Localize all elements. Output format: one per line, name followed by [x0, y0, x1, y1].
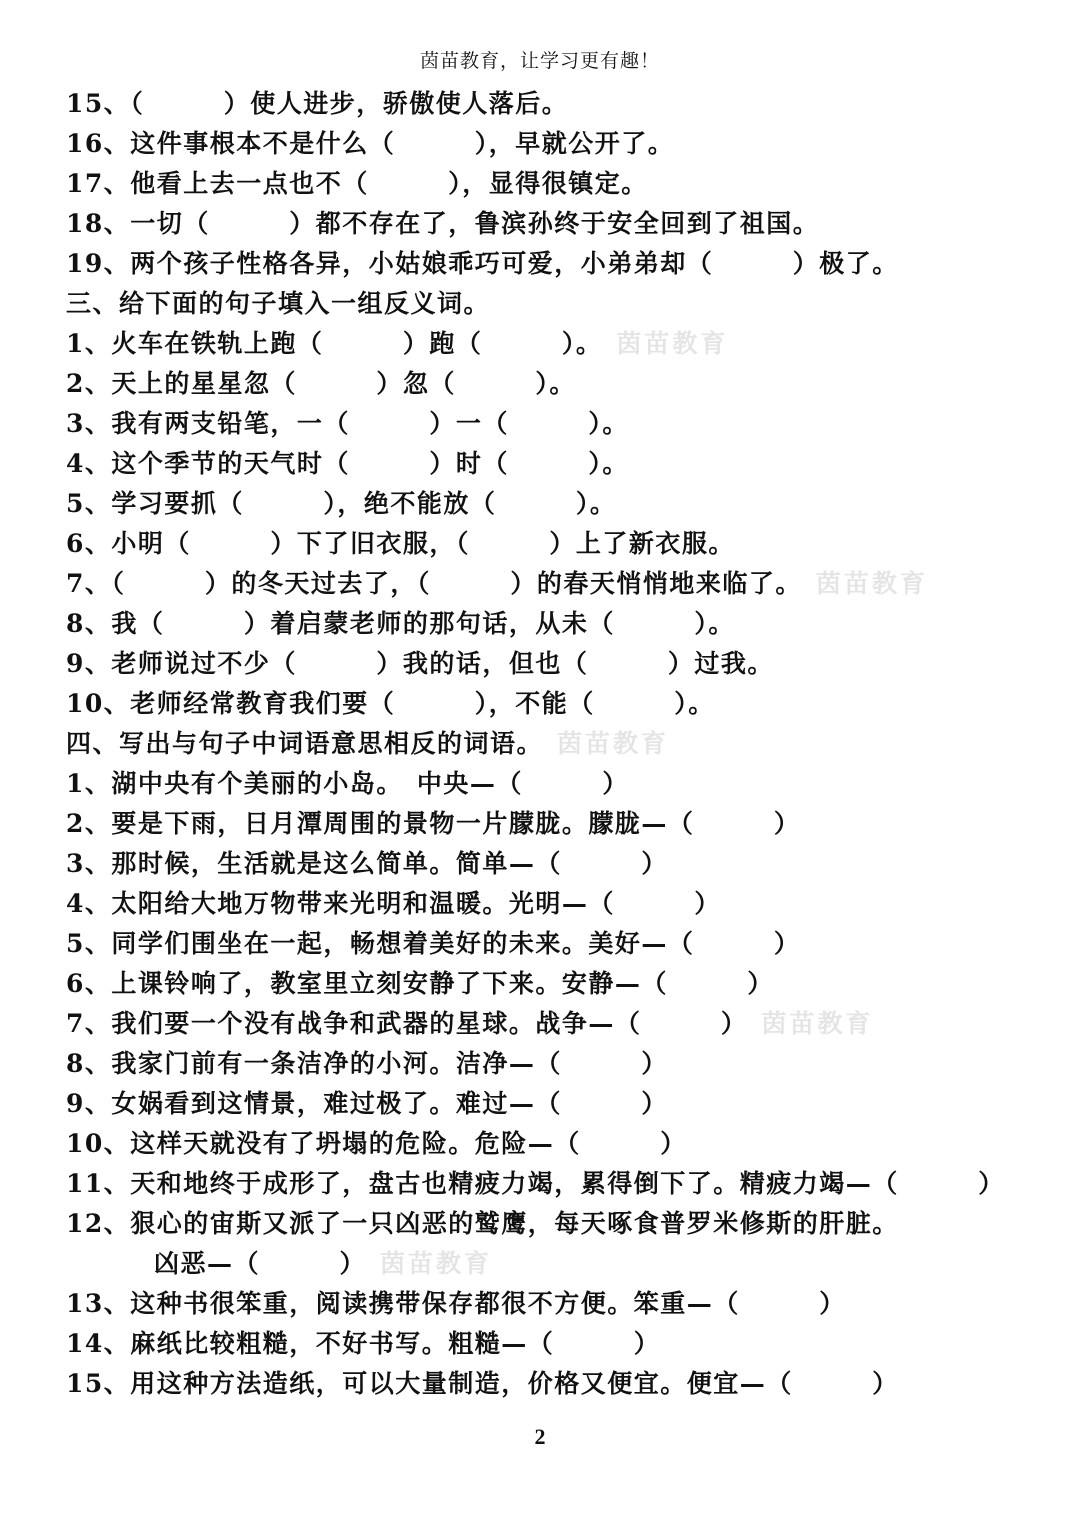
question-text: 5、同学们围坐在一起，畅想着美好的未来。美好—（ ） — [66, 929, 801, 958]
question-text: 1、火车在铁轨上跑（ ）跑（ ）。 — [66, 329, 603, 358]
question-line — [66, 324, 1056, 364]
question-line — [66, 1204, 1056, 1244]
question-text: 凶恶—（ ） — [154, 1249, 367, 1278]
question-line — [66, 804, 1056, 844]
question-text: 4、太阳给大地万物带来光明和温暖。光明—（ ） — [66, 889, 721, 918]
question-text: 16、这件事根本不是什么（ ），早就公开了。 — [66, 129, 675, 158]
question-line — [66, 484, 1056, 524]
question-line — [66, 884, 1056, 924]
question-line — [66, 1044, 1056, 1084]
question-line — [66, 964, 1056, 1004]
question-text: 9、女娲看到这情景，难过极了。难过—（ ） — [66, 1089, 668, 1118]
question-line — [66, 684, 1056, 724]
worksheet-body — [66, 84, 1056, 1404]
question-text: 5、学习要抓（ ），绝不能放（ ）。 — [66, 489, 617, 518]
question-text: 15、（ ）使人进步，骄傲使人落后。 — [66, 89, 569, 118]
question-text: 8、我家门前有一条洁净的小河。洁净—（ ） — [66, 1049, 668, 1078]
question-text: 13、这种书很笨重，阅读携带保存都很不方便。笨重—（ ） — [66, 1289, 846, 1318]
question-text: 9、老师说过不少（ ）我的话，但也（ ）过我。 — [66, 649, 774, 678]
watermark: 茵苗教育 — [557, 729, 670, 758]
question-line — [66, 284, 1056, 324]
question-text: 7、（ ）的冬天过去了，（ ）的春天悄悄地来临了。 — [66, 569, 802, 598]
question-text: 三、给下面的句子填入一组反义词。 — [66, 289, 491, 318]
question-line — [66, 364, 1056, 404]
watermark: 茵苗教育 — [380, 1249, 493, 1278]
question-line — [66, 764, 1056, 804]
question-line — [66, 84, 1056, 124]
question-line — [66, 204, 1056, 244]
question-text: 14、麻纸比较粗糙，不好书写。粗糙—（ ） — [66, 1329, 661, 1358]
question-line — [66, 924, 1056, 964]
question-line — [66, 1004, 1056, 1044]
question-text: 6、上课铃响了，教室里立刻安静了下来。安静—（ ） — [66, 969, 774, 998]
question-text: 四、写出与句子中词语意思相反的词语。 — [66, 729, 544, 758]
question-text: 4、这个季节的天气时（ ）时（ ）。 — [66, 449, 629, 478]
question-text: 8、我（ ）着启蒙老师的那句话，从未（ ）。 — [66, 609, 735, 638]
question-text: 15、用这种方法造纸，可以大量制造，价格又便宜。便宜—（ ） — [66, 1369, 899, 1398]
question-line — [66, 164, 1056, 204]
question-text: 10、老师经常教育我们要（ ），不能（ ）。 — [66, 689, 715, 718]
question-text: 3、那时候，生活就是这么简单。简单—（ ） — [66, 849, 668, 878]
question-text: 17、他看上去一点也不（ ），显得很镇定。 — [66, 169, 648, 198]
question-line — [66, 1244, 1056, 1284]
question-text: 6、小明（ ）下了旧衣服，（ ）上了新衣服。 — [66, 529, 735, 558]
question-line — [66, 604, 1056, 644]
question-line — [66, 644, 1056, 684]
question-line — [66, 244, 1056, 284]
question-line — [66, 1164, 1056, 1204]
question-line — [66, 1364, 1056, 1404]
question-text: 12、狠心的宙斯又派了一只凶恶的鹫鹰，每天啄食普罗米修斯的肝脏。 — [66, 1209, 899, 1238]
watermark: 茵苗教育 — [616, 329, 729, 358]
watermark: 茵苗教育 — [761, 1009, 874, 1038]
question-line — [66, 404, 1056, 444]
question-line — [66, 1284, 1056, 1324]
question-line — [66, 124, 1056, 164]
question-text: 19、两个孩子性格各异，小姑娘乖巧可爱，小弟弟却（ ）极了。 — [66, 249, 899, 278]
question-line — [66, 444, 1056, 484]
question-text: 7、我们要一个没有战争和武器的星球。战争—（ ） — [66, 1009, 748, 1038]
watermark: 茵苗教育 — [815, 569, 928, 598]
question-line — [66, 724, 1056, 764]
page-number: 2 — [534, 1424, 546, 1449]
question-line — [66, 1084, 1056, 1124]
question-line — [66, 524, 1056, 564]
question-line — [66, 1324, 1056, 1364]
page-header: 茵苗教育，让学习更有趣！ — [419, 50, 660, 72]
question-text: 1、湖中央有个美丽的小岛。 中央—（ ） — [66, 769, 629, 798]
question-line — [66, 844, 1056, 884]
question-line — [66, 1124, 1056, 1164]
question-text: 10、这样天就没有了坍塌的危险。危险—（ ） — [66, 1129, 687, 1158]
question-line — [66, 564, 1056, 604]
question-text: 3、我有两支铅笔，一（ ）一（ ）。 — [66, 409, 629, 438]
question-text: 18、一切（ ）都不存在了，鲁滨孙终于安全回到了祖国。 — [66, 209, 820, 238]
question-text: 2、天上的星星忽（ ）忽（ ）。 — [66, 369, 576, 398]
question-text: 2、要是下雨，日月潭周围的景物一片朦胧。朦胧—（ ） — [66, 809, 801, 838]
question-text: 11、天和地终于成形了，盘古也精疲力竭，累得倒下了。精疲力竭—（ ） — [66, 1169, 1005, 1198]
